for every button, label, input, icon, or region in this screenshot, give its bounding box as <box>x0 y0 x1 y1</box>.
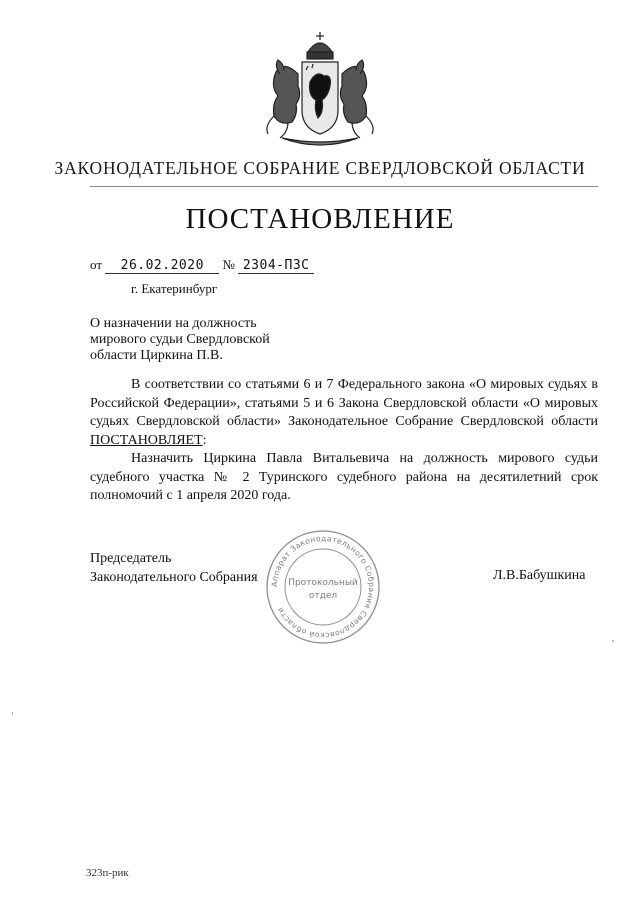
paragraph-1-text: В соответствии со статьями 6 и 7 Федерального закона «О мировых судьях в Российской Федерации», статьями 5 и 6 Закона Свердловской области «О мировых судьях Свердловской области» Законодательное Собрание Свердловской области <box>90 377 598 429</box>
scan-speck <box>612 640 614 642</box>
document-type-title: ПОСТАНОВЛЕНИЕ <box>185 203 455 235</box>
signatory-title: Председатель Законодательного Собрания <box>90 551 258 585</box>
registration-line <box>90 257 314 274</box>
stamp-outer-text: Аппарат Законодательного Собрания Свердловской области <box>269 533 377 641</box>
coat-of-arms-icon <box>258 30 382 152</box>
round-stamp-icon <box>264 528 382 646</box>
footer-code: 323п-рик <box>86 867 129 879</box>
stamp-inner-line-1: Протокольный <box>288 578 358 588</box>
body-paragraph-1 <box>90 376 598 450</box>
city: г. Екатеринбург <box>131 281 218 296</box>
signatory-name: Л.В.Бабушкина <box>493 568 586 583</box>
organization-name: ЗАКОНОДАТЕЛЬНОЕ СОБРАНИЕ СВЕРДЛОВСКОЙ ОБЛАСТИ <box>54 158 586 178</box>
body-paragraph-2: Назначить Циркина Павла Витальевича на должность мирового судьи судебного участка № 2 Туринского судебного района на десятилетний срок полномочий с 1 апреля 2020 года. <box>90 451 598 503</box>
resolves-word: ПОСТАНОВЛЯЕТ <box>90 432 203 448</box>
document-date: 26.02.2020 <box>105 258 219 274</box>
document-number: 2304-ПЗС <box>238 258 314 274</box>
header-divider <box>90 186 598 187</box>
stamp-inner-line-2: отдел <box>308 591 338 601</box>
paragraph-1-end: : <box>202 432 207 448</box>
date-prefix: от <box>90 257 103 272</box>
scan-speck <box>12 712 13 715</box>
number-prefix: № <box>222 257 235 272</box>
document-subject: О назначении на должность мирового судьи Свердловской области Циркина П.В. <box>90 316 270 363</box>
